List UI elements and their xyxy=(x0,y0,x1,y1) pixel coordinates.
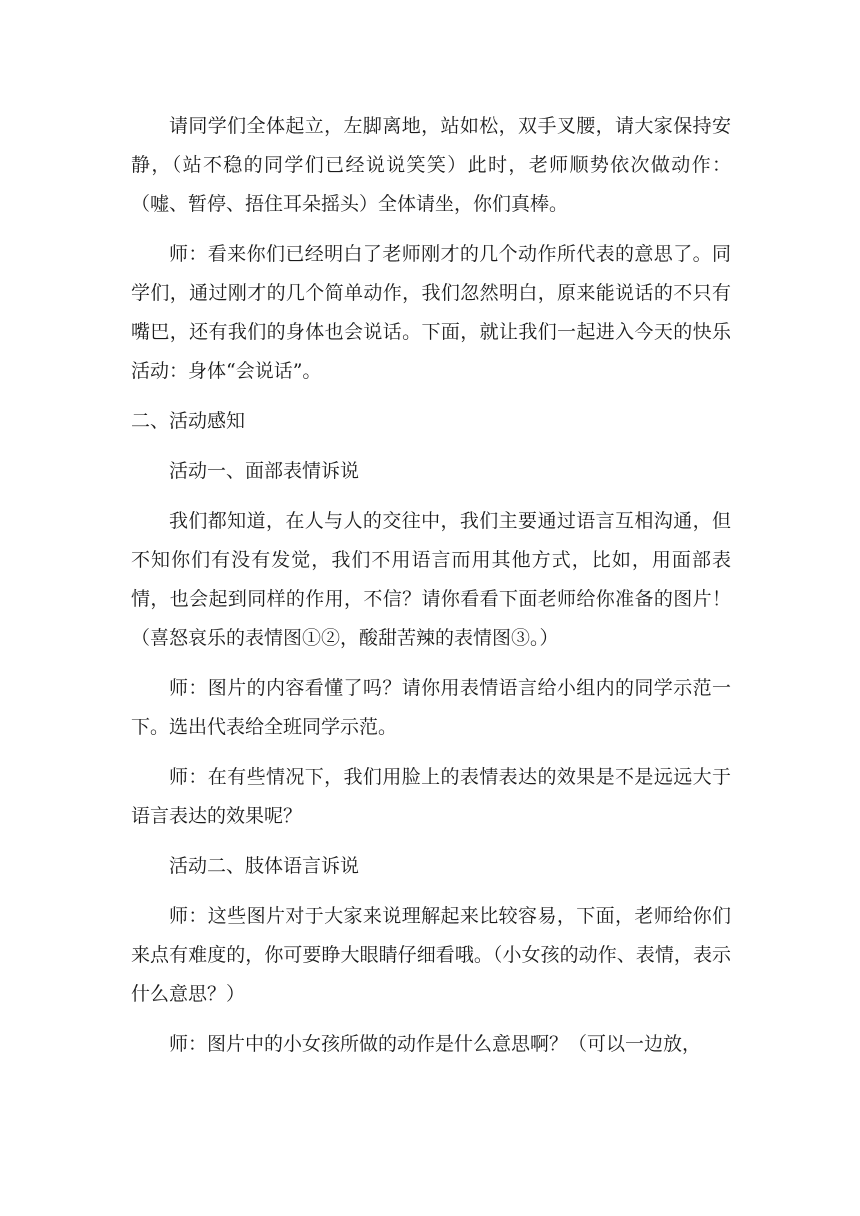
subheading-activity-one: 活动一、面部表情诉说 xyxy=(169,460,360,482)
paragraph-teacher-intro: 师：看来你们已经明白了老师刚才的几个动作所代表的意思了。同学们，通过刚才的几个简单动作，我们忽然明白，原来能说话的不只有嘴巴，还有我们的身体也会说话。下面，就让我们一起进入今天的快乐活动：身体“会说话”。 xyxy=(131,243,731,382)
paragraph-stand-up: 请同学们全体起立，左脚离地，站如松，双手叉腰，请大家保持安静，（站不稳的同学们已经说说笑笑）此时，老师顺势依次做动作：（嘘、暂停、捂住耳朵摇头）全体请坐，你们真棒。 xyxy=(131,115,731,215)
paragraph-teacher-demo: 师：图片的内容看懂了吗？请你用表情语言给小组内的同学示范一下。选出代表给全班同学示范。 xyxy=(131,677,731,738)
section-heading-activity-perception: 二、活动感知 xyxy=(131,410,246,432)
document-body xyxy=(131,107,731,1064)
subheading-activity-two: 活动二、肢体语言诉说 xyxy=(169,855,360,877)
paragraph-teacher-effect: 师：在有些情况下，我们用脸上的表情表达的效果是不是远远大于语言表达的效果呢？ xyxy=(131,766,731,827)
paragraph-girl-action: 师：图片中的小女孩所做的动作是什么意思啊？（可以一边放， xyxy=(169,1033,702,1055)
paragraph-facial-expression: 我们都知道，在人与人的交往中，我们主要通过语言互相沟通，但不知你们有没有发觉，我们不用语言而用其他方式，比如，用面部表情，也会起到同样的作用，不信？请你看看下面老师给你准备的图片！（喜怒哀乐的表情图①②，酸甜苦辣的表情图③。） xyxy=(131,510,731,649)
paragraph-body-language: 师：这些图片对于大家来说理解起来比较容易，下面，老师给你们来点有难度的，你可要睁大眼睛仔细看哦。（小女孩的动作、表情，表示什么意思？） xyxy=(131,905,731,1005)
